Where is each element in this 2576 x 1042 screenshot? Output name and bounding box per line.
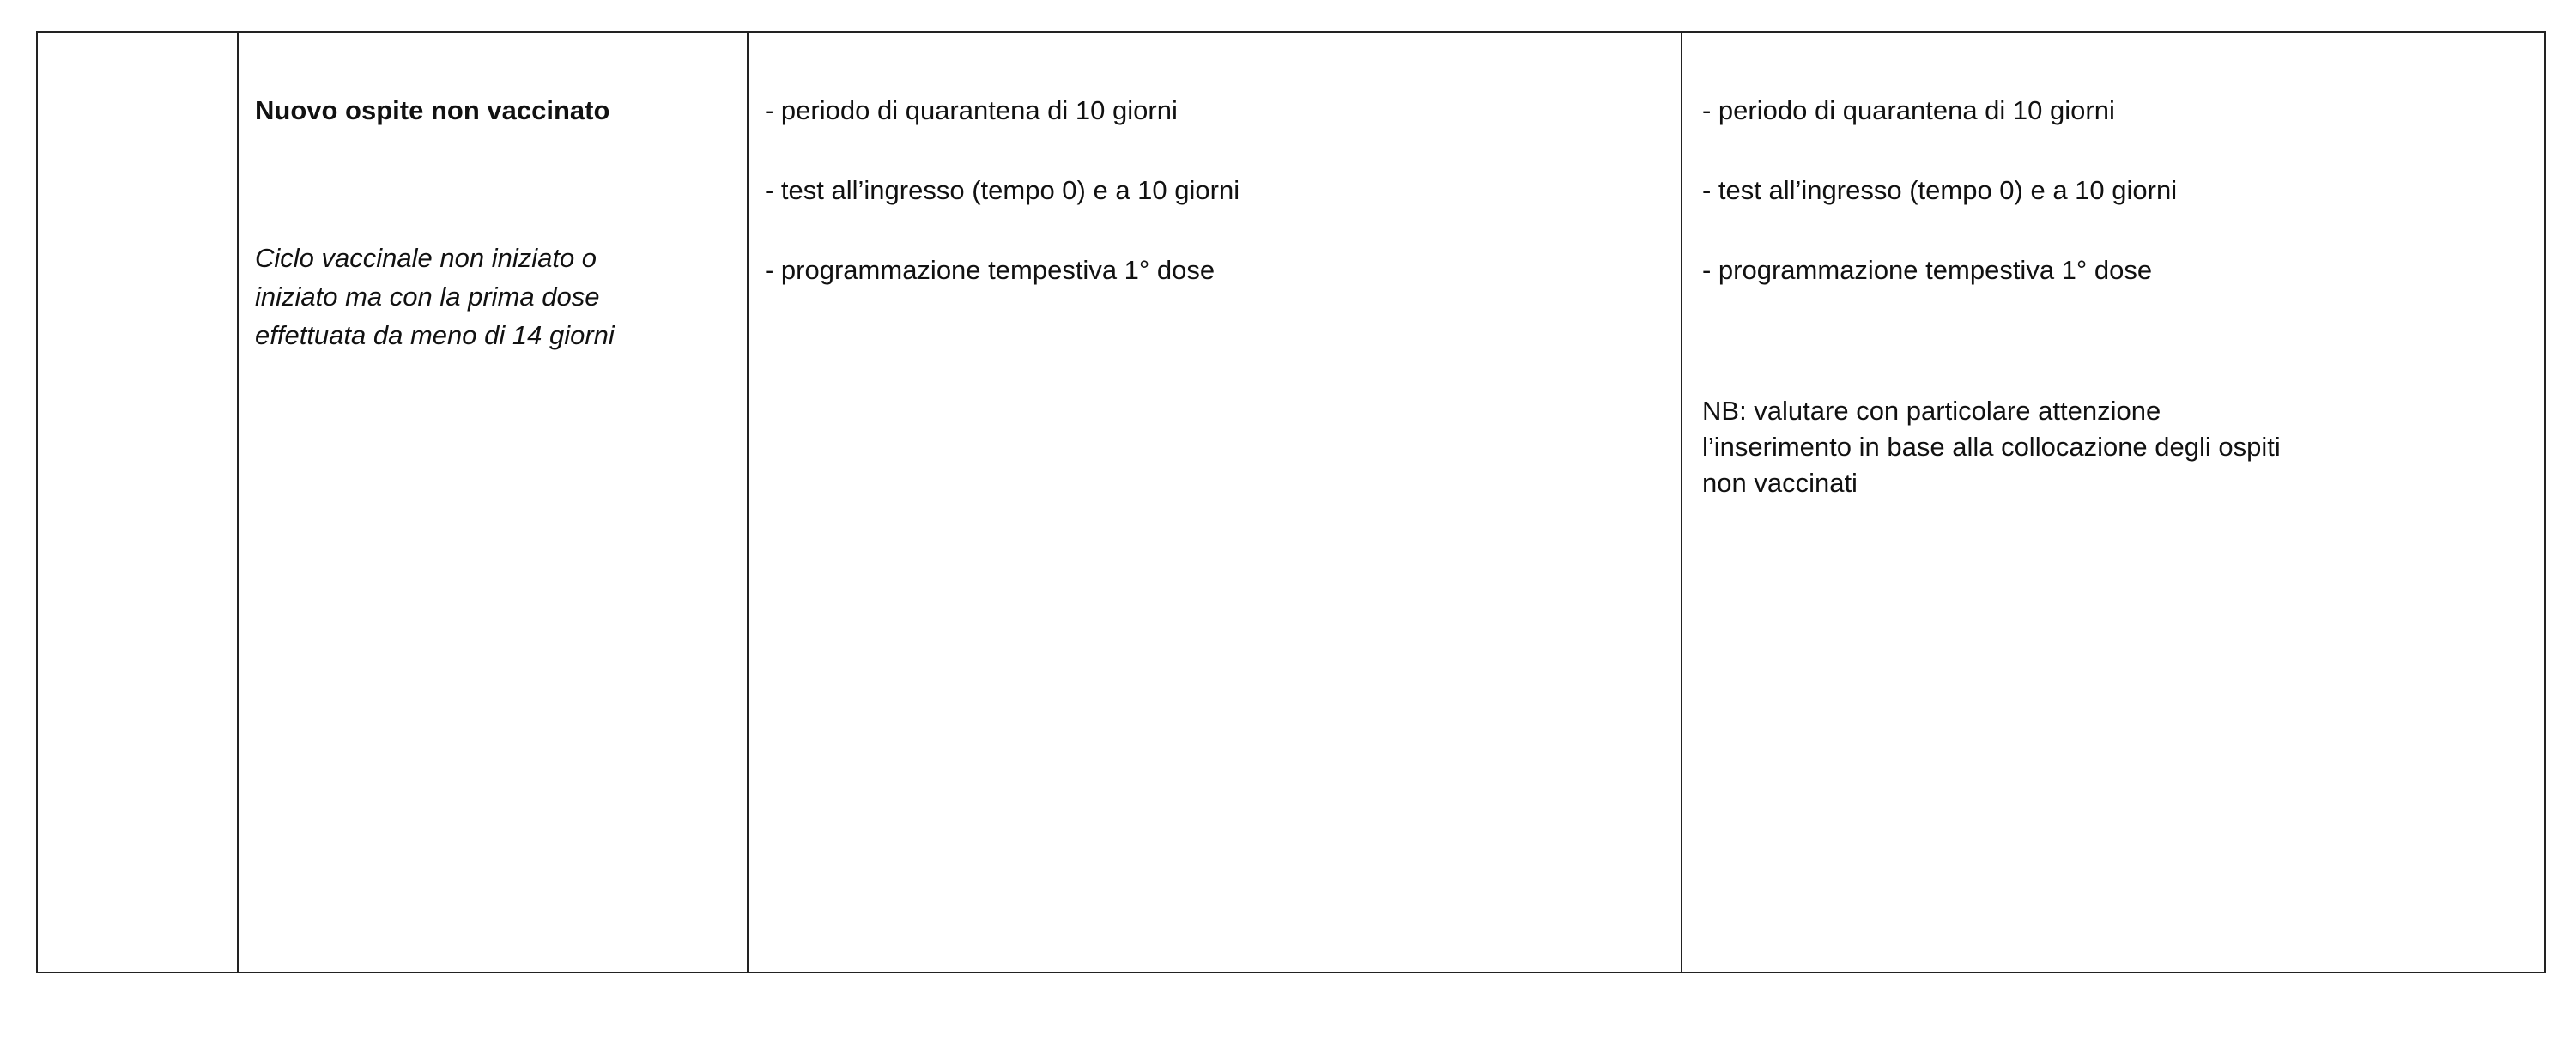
measure-item: - periodo di quarantena di 10 giorni	[1702, 95, 2115, 125]
category-note-line: iniziato ma con la prima dose	[255, 282, 600, 312]
measures-cell-2	[1702, 31, 2526, 973]
category-note	[255, 239, 731, 354]
category-note-line: effettuata da meno di 14 giorni	[255, 320, 615, 350]
measure-item: - test all’ingresso (tempo 0) e a 10 giorni	[1702, 175, 2178, 205]
nb-note	[1702, 393, 2526, 501]
measure-item: - programmazione tempestiva 1° dose	[1702, 255, 2153, 285]
column-divider-2	[747, 31, 749, 973]
category-cell	[255, 31, 731, 973]
nb-note-line: l’inserimento in base alla collocazione degli ospiti	[1702, 432, 2281, 462]
nb-note-line: non vaccinati	[1702, 468, 1858, 498]
measure-item: - programmazione tempestiva 1° dose	[765, 255, 1215, 285]
measure-item: - test all’ingresso (tempo 0) e a 10 giorni	[765, 175, 1240, 205]
category-note-line: Ciclo vaccinale non iniziato o	[255, 243, 597, 273]
column-divider-1	[237, 31, 239, 973]
nb-note-line: NB: valutare con particolare attenzione	[1702, 396, 2161, 426]
measure-item: - periodo di quarantena di 10 giorni	[765, 95, 1178, 125]
measures-cell-1	[765, 31, 1683, 973]
category-title: Nuovo ospite non vaccinato	[255, 95, 610, 125]
